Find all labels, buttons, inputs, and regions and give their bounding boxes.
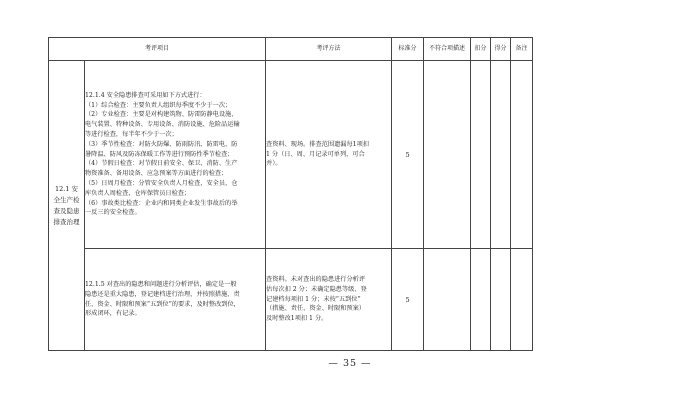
content-line: （5）日周月检查：分管安全负责人月检查，安全员、仓 [85,179,238,187]
row-deduct-cell [471,61,491,249]
header-item: 考评项目 [49,38,266,61]
header-nonconforming: 不符合项描述 [424,38,471,61]
method-line: 查资料、现场。排查范围遗漏每1项扣 [266,140,369,148]
content-line: （2）专业检查：主要是对构建筑物、防雷防静电设施、 [85,111,238,119]
content-line: 12.1.5 对查出的隐患和问题进行分析评估，确定是一般 [85,280,237,288]
table-header-row [49,38,533,61]
content-line: 一反三的安全检查。 [85,209,141,217]
category-line: 查及隐患 [53,206,80,215]
content-line: 物资准备、备用设备、应急预案等方面进行的检查； [85,170,228,178]
method-line: 估每次扣 2 分；未确定隐患等级、登 [266,285,367,293]
content-line: 电气装置、特种设备、专用设备、消防设施、危险品运输 [85,121,240,129]
content-line: （3）季节性检查：对防火防爆、防雨防汛、防雷电、防 [85,140,238,148]
category-line: 排查治理 [53,217,80,226]
content-line: 库负责人周检查，仓库保管员日检查； [85,189,191,197]
content-line: 任、资金、时限和预案“五到位”的要求，及时整改到位， [85,300,240,308]
header-remark: 备注 [511,38,533,61]
row-standard-score: 5 [392,249,424,351]
header-standard-score: 标准分 [392,38,424,61]
content-line: 形成闭环，有记录。 [85,310,141,318]
row-score-cell [491,249,511,351]
page-number: — 35 — [328,358,372,369]
header-method: 考评方法 [266,38,392,61]
table-row [49,249,533,351]
row-score-cell [491,61,511,249]
table-row [49,61,533,249]
content-line: 隐患还是重大隐患，登记建档进行治理，并按照措施、责 [85,290,240,298]
header-score: 得分 [491,38,511,61]
category-cell [49,61,85,351]
method-line: 记建档每项扣 1 分；未按“五到位” [266,295,361,303]
row-nonconforming-cell [424,249,471,351]
row-content [85,249,266,351]
row-method [266,61,392,249]
content-line: 等进行检查，每半年不少于一次； [85,131,178,138]
row-remark-cell [511,249,533,351]
method-line: 及时整改1项扣 1 分。 [266,315,328,323]
row-standard-score: 5 [392,61,424,249]
category-line: 12.1 安 [54,184,79,193]
evaluation-table [48,37,533,351]
category-line: 全生产检 [53,195,80,204]
row-nonconforming-cell [424,61,471,249]
row-remark-cell [511,61,533,249]
content-line: （1）综合检查：主要负责人组织每季度不少于一次； [85,101,232,109]
content-line: 12.1.4 安全隐患排查可采用如下方式进行： [85,91,206,99]
row-content [85,61,266,249]
method-line: 1 分（日、周、月记录可单列，可合 [266,150,365,158]
header-deduct: 扣分 [471,38,491,61]
method-line: （措施、责任、资金、时限和预案） [266,305,366,313]
row-method [266,249,392,351]
row-deduct-cell [471,249,491,351]
method-line: 查资料。未对查出的隐患进行分析评 [266,276,366,283]
content-line: （6）事故类比检查：企业内和同类企业发生事故后的举 [85,199,238,207]
content-line: （4）节假日检查：对节假日前安全、保卫、消防、生产 [85,160,238,168]
method-line: 并）。 [266,160,282,168]
content-line: 暑降温、防风及防冻保暖工作等进行预防性季节检查； [85,150,234,158]
